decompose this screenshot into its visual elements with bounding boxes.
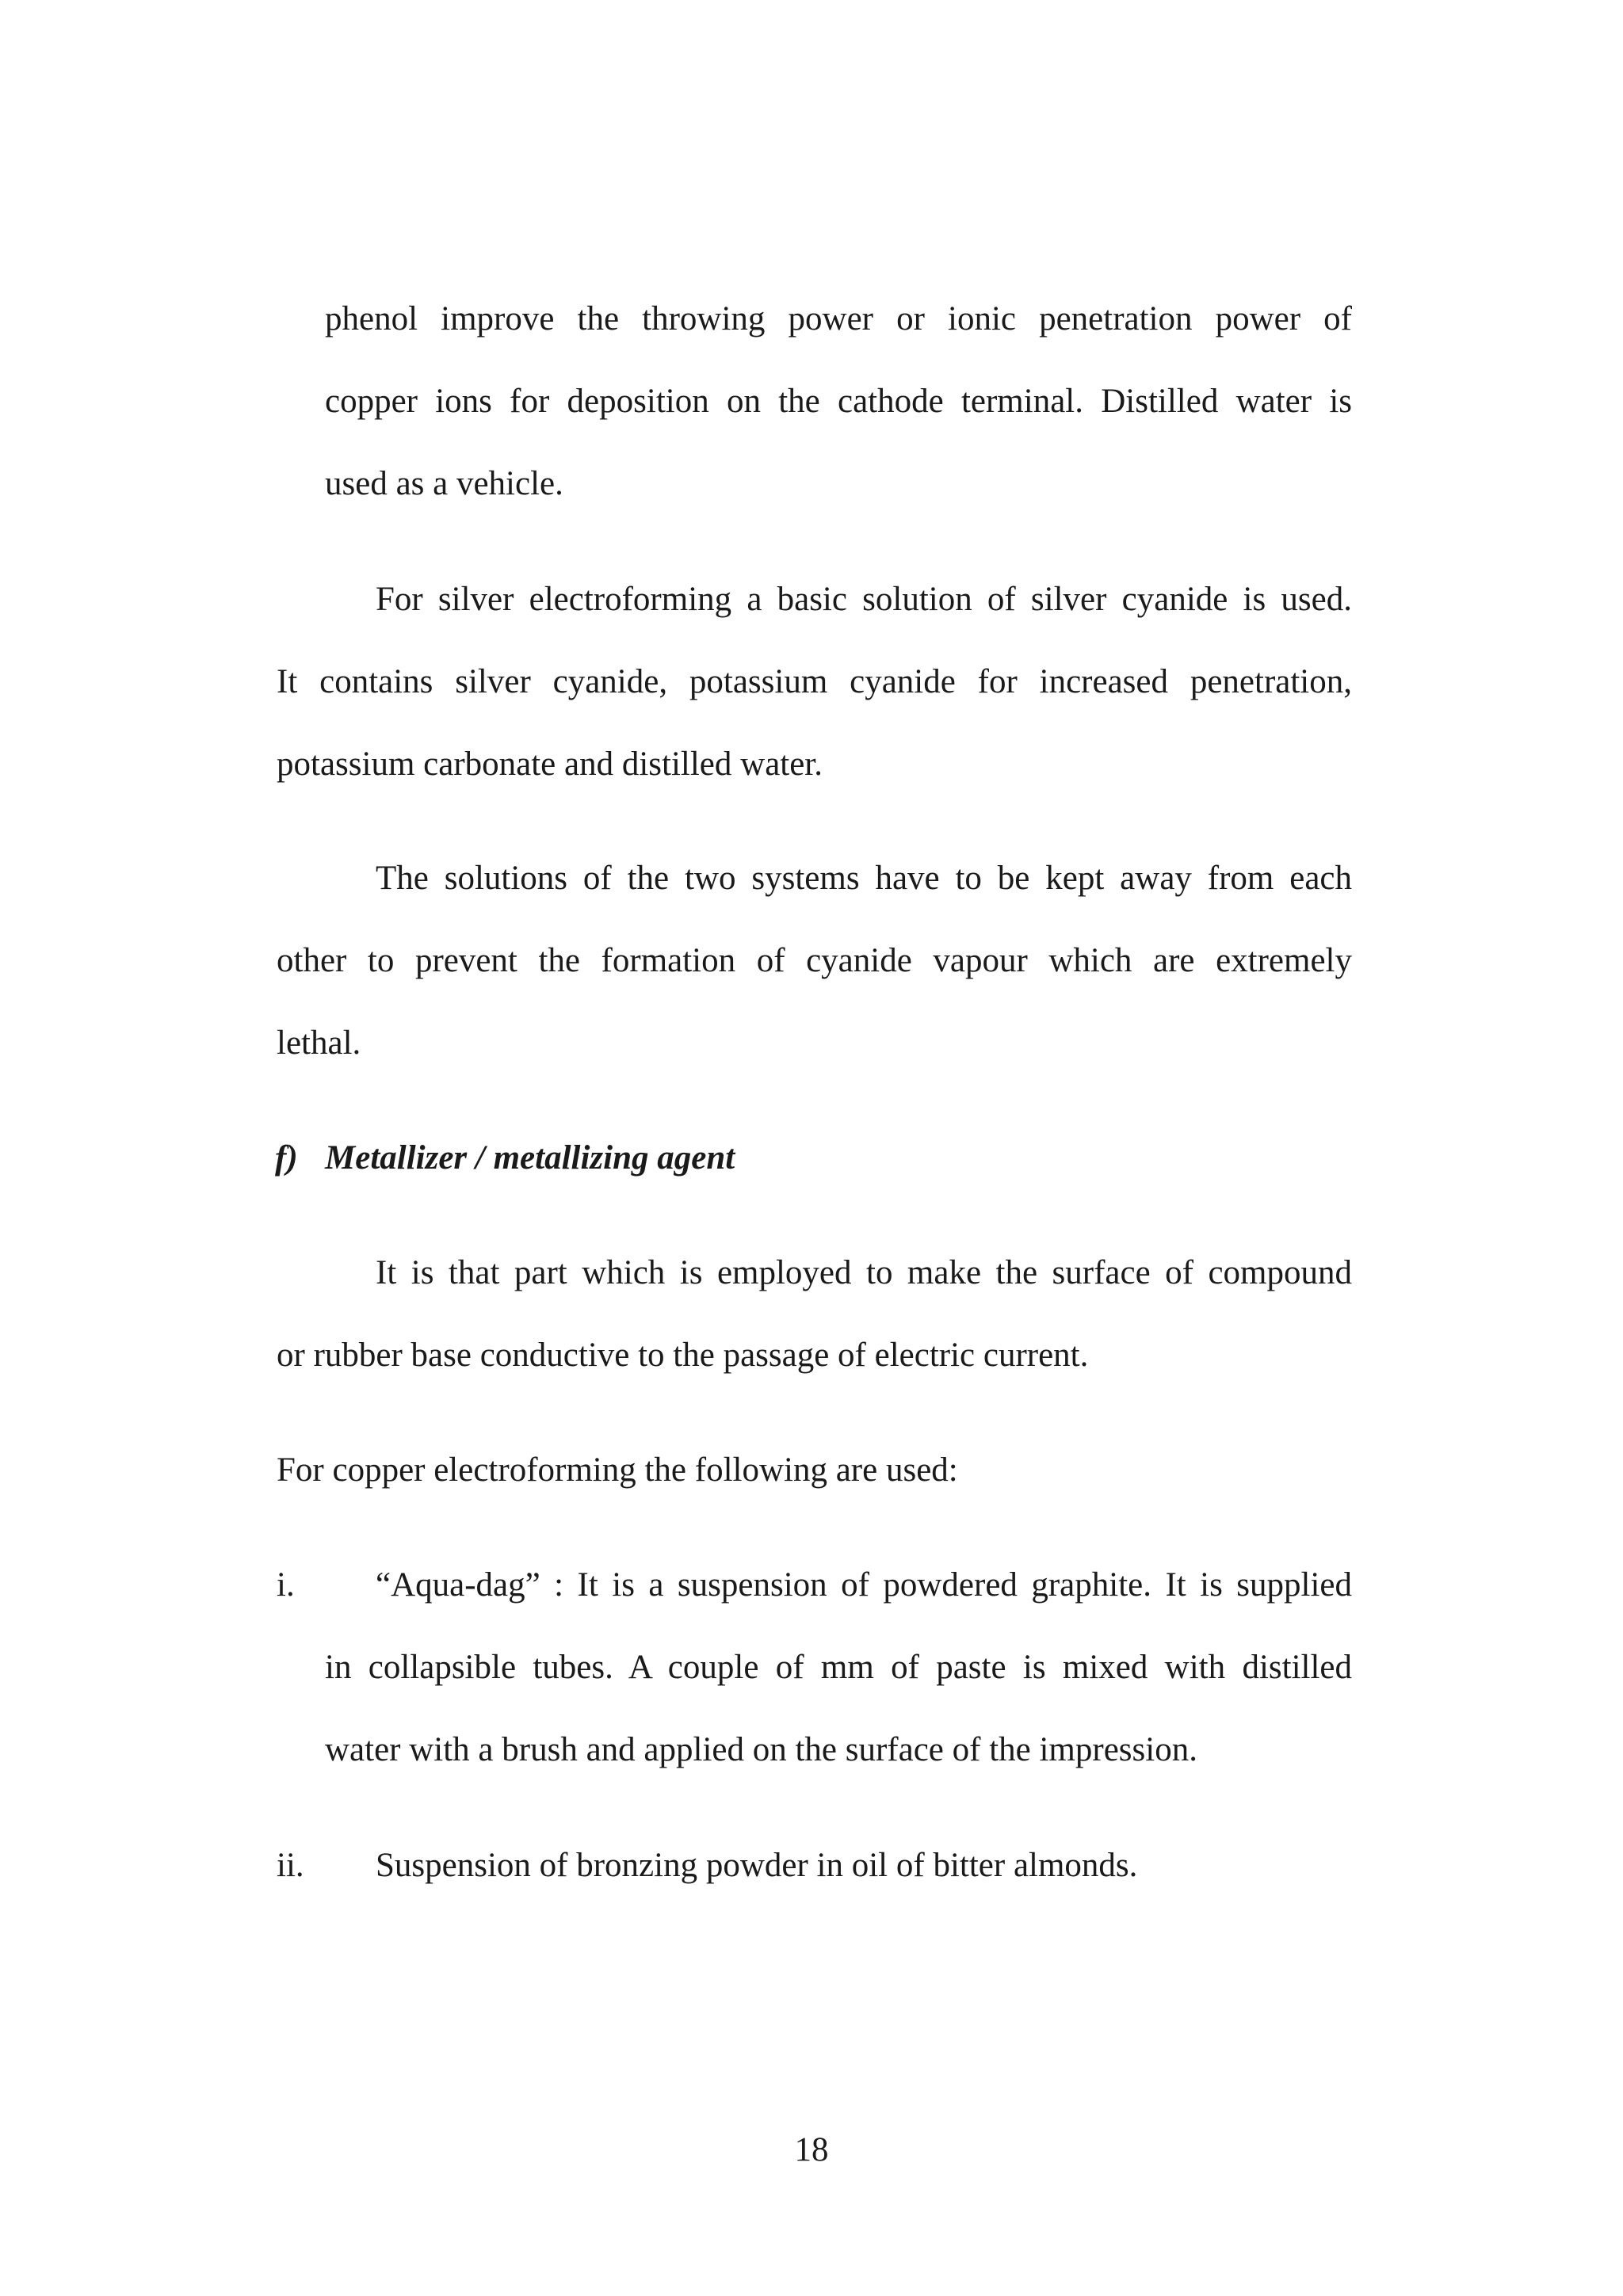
section-marker: f) [275,1139,298,1177]
paragraph-line: It is that part which is employed to make the surface of compound [376,1254,1352,1291]
paragraph-line: For copper electroforming the following are used: [277,1451,958,1489]
list-marker: ii. [277,1847,304,1884]
page-number: 18 [794,2131,829,2168]
paragraph-line: It contains silver cyanide, potassium cyanide for increased penetration, [277,663,1352,700]
paragraph-line: other to prevent the formation of cyanide vapour which are extremely [277,942,1352,979]
paragraph-line: lethal. [277,1024,361,1062]
paragraph-line: For silver electroforming a basic solution of silver cyanide is used. [376,581,1352,618]
paragraph-line: or rubber base conductive to the passage of electric current. [277,1337,1089,1374]
list-item-line: in collapsible tubes. A couple of mm of paste is mixed with distilled [325,1649,1352,1686]
paragraph-line: copper ions for deposition on the cathode terminal. Distilled water is [325,383,1352,420]
list-item-line: water with a brush and applied on the surface of the impression. [325,1731,1197,1768]
list-marker: i. [277,1566,295,1604]
paragraph-line: potassium carbonate and distilled water. [277,746,823,783]
section-heading: Metallizer / metallizing agent [325,1139,735,1177]
paragraph-line: used as a vehicle. [325,465,563,502]
list-item-line: Suspension of bronzing powder in oil of bitter almonds. [376,1847,1138,1884]
list-item-line: “Aqua-dag” : It is a suspension of powdered graphite. It is supplied [376,1566,1352,1604]
paragraph-line: The solutions of the two systems have to be kept away from each [376,860,1352,897]
paragraph-line: phenol improve the throwing power or ionic penetration power of [325,300,1352,338]
